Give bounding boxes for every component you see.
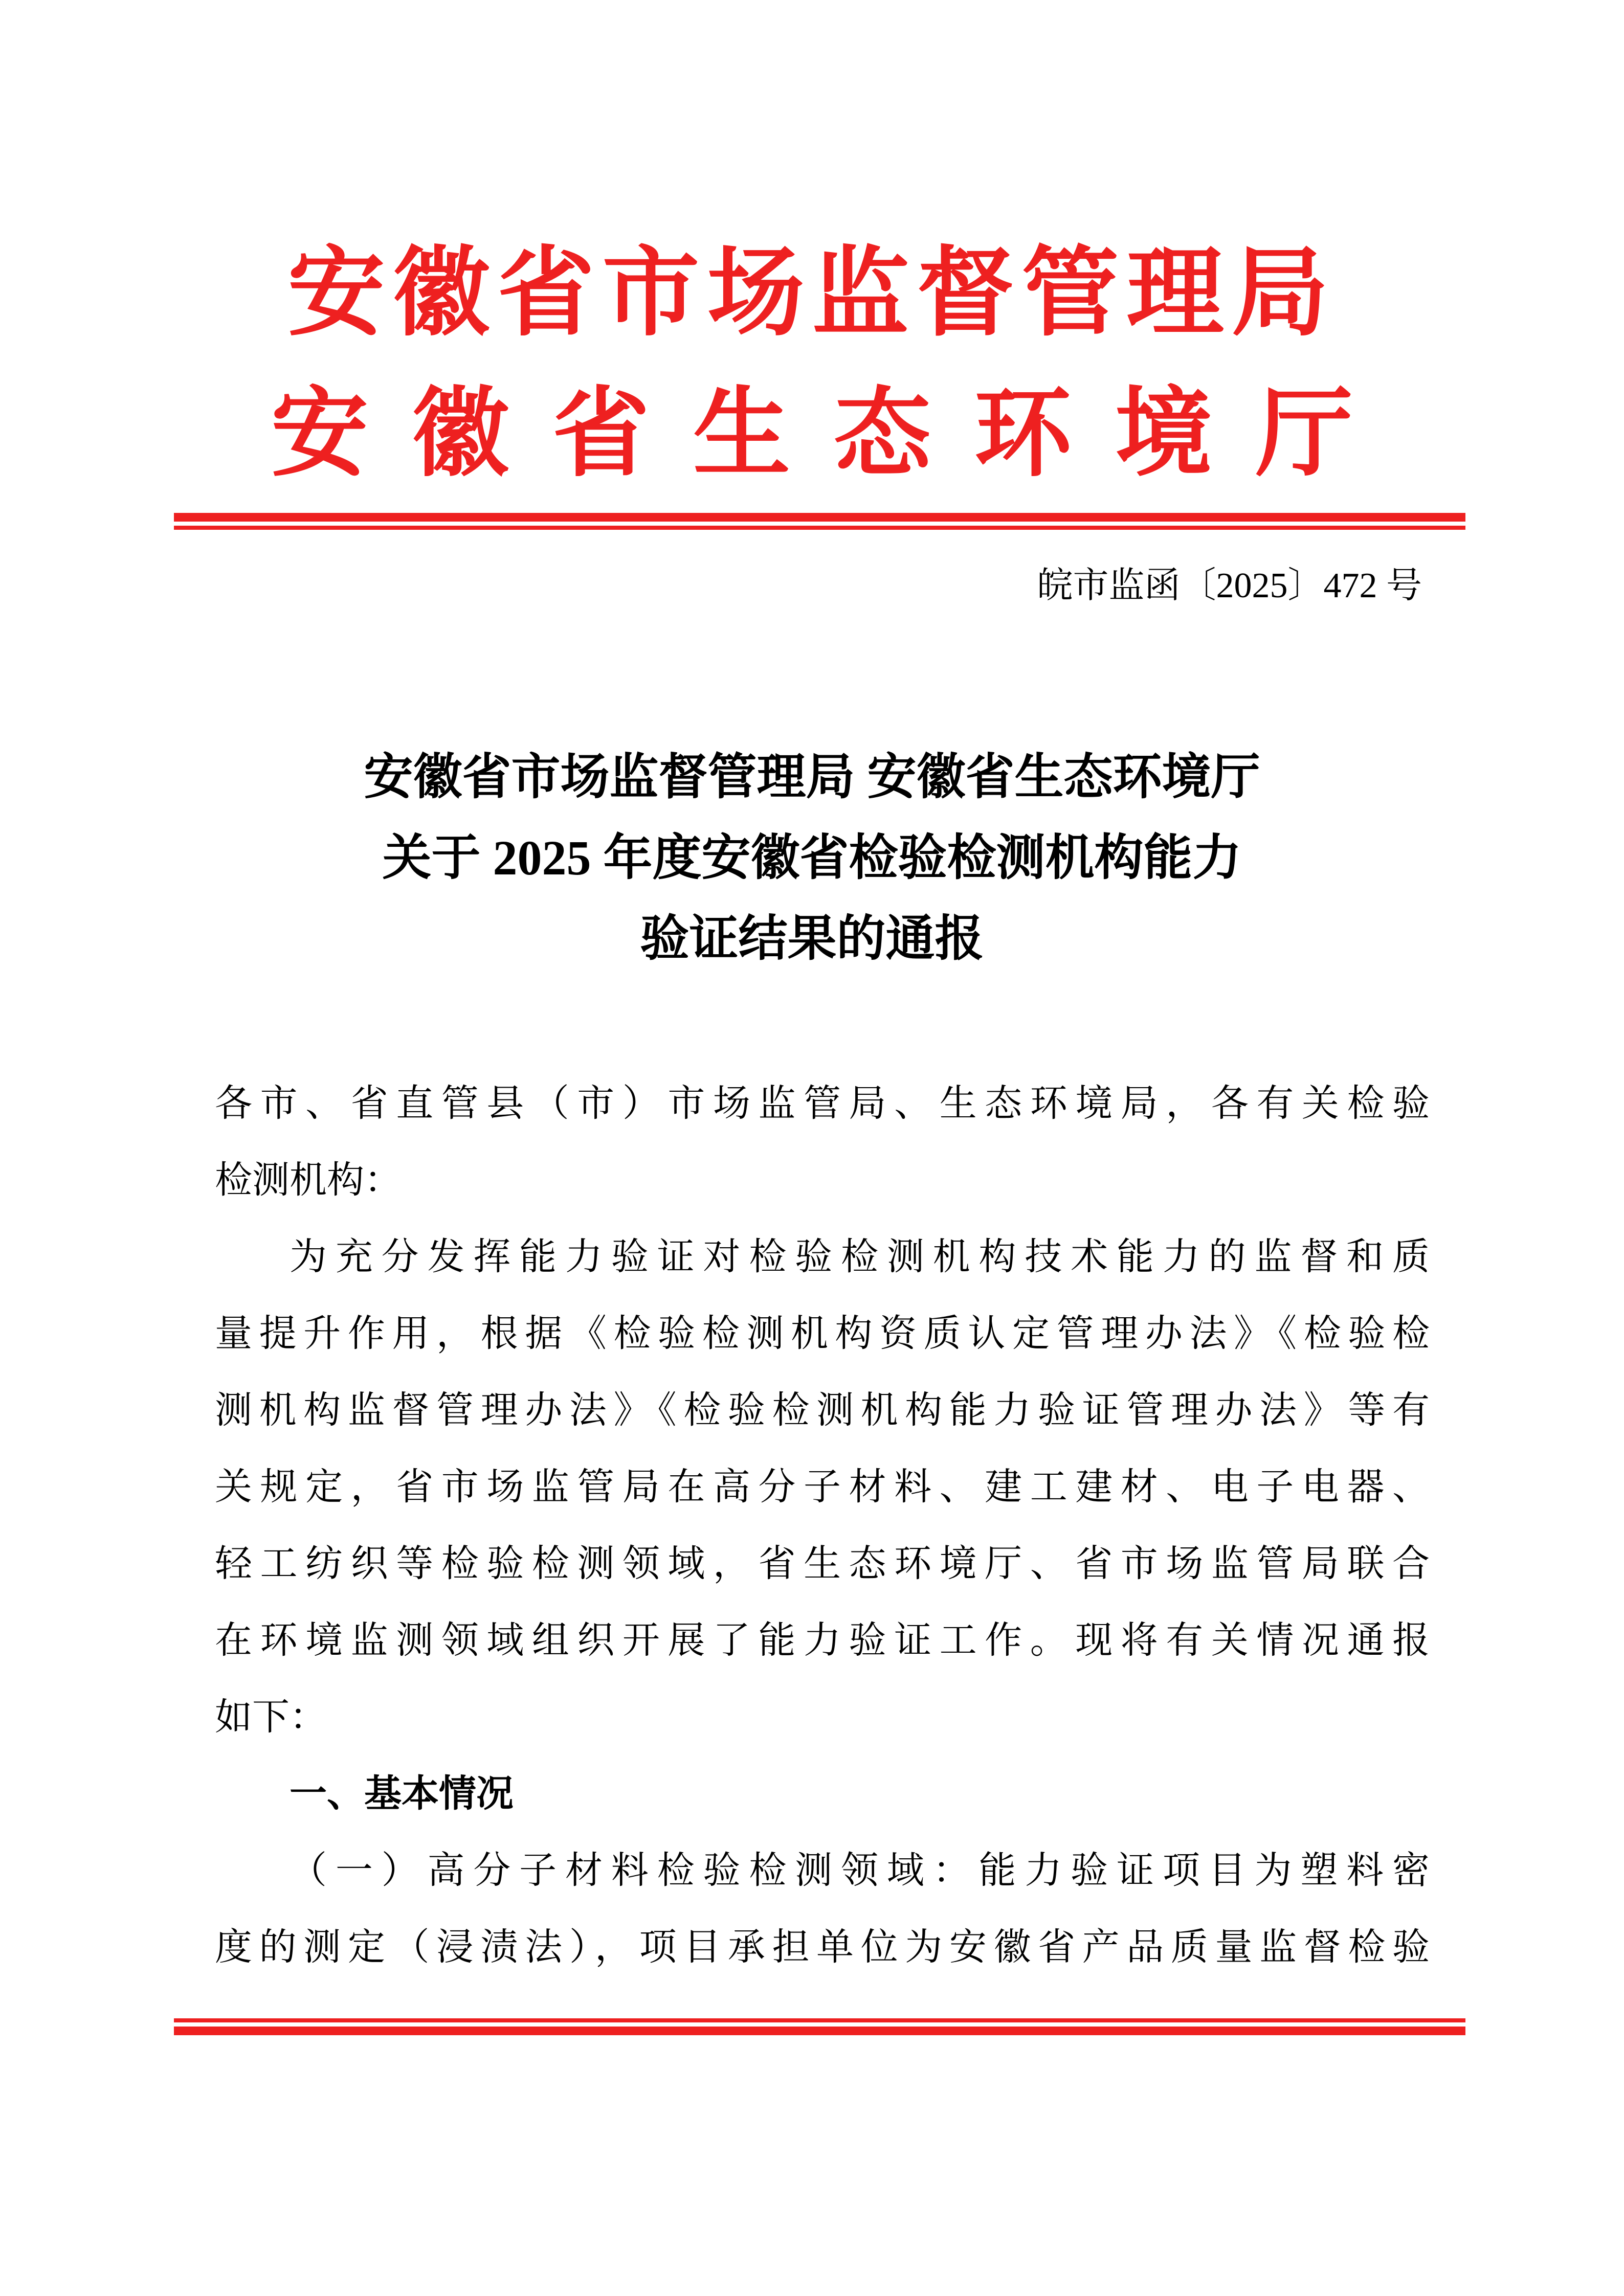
document-number: 皖市监函〔2025〕472 号 [1037,566,1422,605]
red-separator-bottom [174,2018,1465,2035]
body-line: （一）高分子材料检验检测领域：能力验证项目为塑料密 [290,1850,1430,1891]
body-line: 量提升作用，根据《检验检测机构资质认定管理办法》《检验检 [215,1313,1430,1354]
body-line: 如下： [215,1696,327,1738]
letterhead-org-line2: 安徽省生态环境厅 [271,381,1396,488]
title-line-3: 验证结果的通报 [640,911,984,966]
red-rule-thin [174,2018,1465,2022]
document-title [0,737,1624,979]
rule-gap [174,522,1465,526]
body-line: 轻工纺织等检验检测领域，省生态环境厅、省市场监管局联合 [215,1543,1430,1584]
body-line: 检测机构： [215,1159,402,1201]
title-line-1: 安徽省市场监督管理局 安徽省生态环境厅 [364,750,1260,804]
red-rule-thick [174,2027,1465,2035]
body-line: 一、基本情况 [290,1773,514,1814]
rule-gap [174,2022,1465,2027]
red-separator-top [174,513,1465,530]
body-line: 关规定，省市场监管局在高分子材料、建工建材、电子电器、 [215,1466,1430,1507]
body-line: 各市、省直管县（市）市场监管局、生态环境局，各有关检验 [215,1083,1430,1124]
letterhead-org-line1: 安徽省市场监督管理局 [287,240,1337,348]
body-line: 测机构监督管理办法》《检验检测机构能力验证管理办法》等有 [215,1389,1430,1431]
body-line: 为充分发挥能力验证对检验检测机构技术能力的监督和质 [290,1236,1430,1277]
body-line: 在环境监测领域组织开展了能力验证工作。现将有关情况通报 [215,1619,1430,1661]
red-rule-thin [174,526,1465,530]
document-body [0,1065,1624,1986]
title-line-2: 关于 2025 年度安徽省检验检测机构能力 [382,830,1242,885]
red-rule-thick [174,513,1465,522]
body-line: 度的测定（浸渍法），项目承担单位为安徽省产品质量监督检验 [215,1926,1430,1968]
